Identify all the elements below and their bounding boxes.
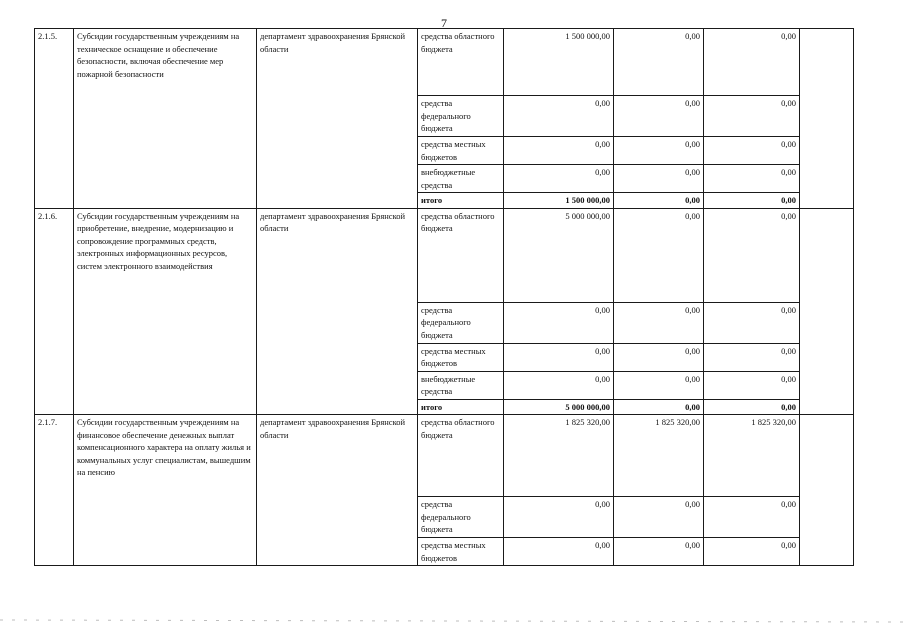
value-cell: 0,00 [614,343,704,371]
total-value: 0,00 [614,193,704,209]
value-cell: 0,00 [504,371,614,399]
item-description: Субсидии государственным учреждениям на техническое оснащение и обеспечение безопасности, включая обеспечение мер пожарной безопасности [74,29,257,209]
value-cell: 0,00 [614,165,704,193]
funding-source: средства областного бюджета [418,208,504,302]
value-cell: 0,00 [504,302,614,343]
table-row [35,29,854,96]
item-number: 2.1.5. [35,29,74,209]
funding-source: средства местных бюджетов [418,343,504,371]
item-executor: департамент здравоохранения Брянской области [257,415,418,566]
value-cell: 0,00 [704,208,800,302]
total-value: 1 500 000,00 [504,193,614,209]
value-cell: 0,00 [504,165,614,193]
value-cell: 0,00 [704,29,800,96]
value-cell: 0,00 [614,29,704,96]
funding-source: средства областного бюджета [418,415,504,497]
value-cell: 0,00 [704,371,800,399]
item-number: 2.1.7. [35,415,74,566]
value-cell: 0,00 [614,371,704,399]
value-cell: 0,00 [614,302,704,343]
funding-source: внебюджетные средства [418,371,504,399]
total-value: 5 000 000,00 [504,399,614,415]
value-cell: 0,00 [504,538,614,566]
value-cell: 0,00 [504,343,614,371]
funding-source: средства местных бюджетов [418,137,504,165]
value-cell: 0,00 [704,137,800,165]
item-executor: департамент здравоохранения Брянской области [257,208,418,415]
value-cell: 0,00 [704,302,800,343]
item-description: Субсидии государственным учреждениям на финансовое обеспечение денежных выплат компенсационного характера на оплату жилья и коммунальных услуг специалистам, вышедшим на пенсию [74,415,257,566]
funding-source: средства областного бюджета [418,29,504,96]
value-cell: 0,00 [614,538,704,566]
value-cell: 1 825 320,00 [704,415,800,497]
value-cell: 0,00 [504,96,614,137]
total-value: 0,00 [704,399,800,415]
item-executor: департамент здравоохранения Брянской области [257,29,418,209]
funding-source-total: итого [418,193,504,209]
value-cell: 0,00 [704,538,800,566]
value-cell: 0,00 [704,497,800,538]
value-cell: 5 000 000,00 [504,208,614,302]
value-cell: 1 825 320,00 [614,415,704,497]
value-cell: 0,00 [704,165,800,193]
funding-source: внебюджетные средства [418,165,504,193]
value-cell: 0,00 [704,96,800,137]
total-value: 0,00 [704,193,800,209]
value-cell: 0,00 [504,497,614,538]
table-row [35,208,854,302]
funding-source-total: итого [418,399,504,415]
value-cell: 0,00 [614,137,704,165]
budget-table [34,28,854,566]
item-number: 2.1.6. [35,208,74,415]
table-row [35,415,854,497]
page-number: 7 [441,16,447,30]
value-cell: 0,00 [614,497,704,538]
value-cell: 0,00 [614,96,704,137]
value-cell: 0,00 [504,137,614,165]
funding-source: средства федерального бюджета [418,96,504,137]
funding-source: средства федерального бюджета [418,497,504,538]
funding-source: средства федерального бюджета [418,302,504,343]
empty-cell [800,29,854,209]
funding-source: средства местных бюджетов [418,538,504,566]
value-cell: 1 825 320,00 [504,415,614,497]
item-description: Субсидии государственным учреждениям на приобретение, внедрение, модернизацию и сопровождение программных средств, электронных информационных ресурсов, систем электронного взаимодействия [74,208,257,415]
value-cell: 0,00 [704,343,800,371]
empty-cell [800,208,854,415]
total-value: 0,00 [614,399,704,415]
scan-artifact-line [0,606,905,636]
value-cell: 0,00 [614,208,704,302]
empty-cell [800,415,854,566]
value-cell: 1 500 000,00 [504,29,614,96]
